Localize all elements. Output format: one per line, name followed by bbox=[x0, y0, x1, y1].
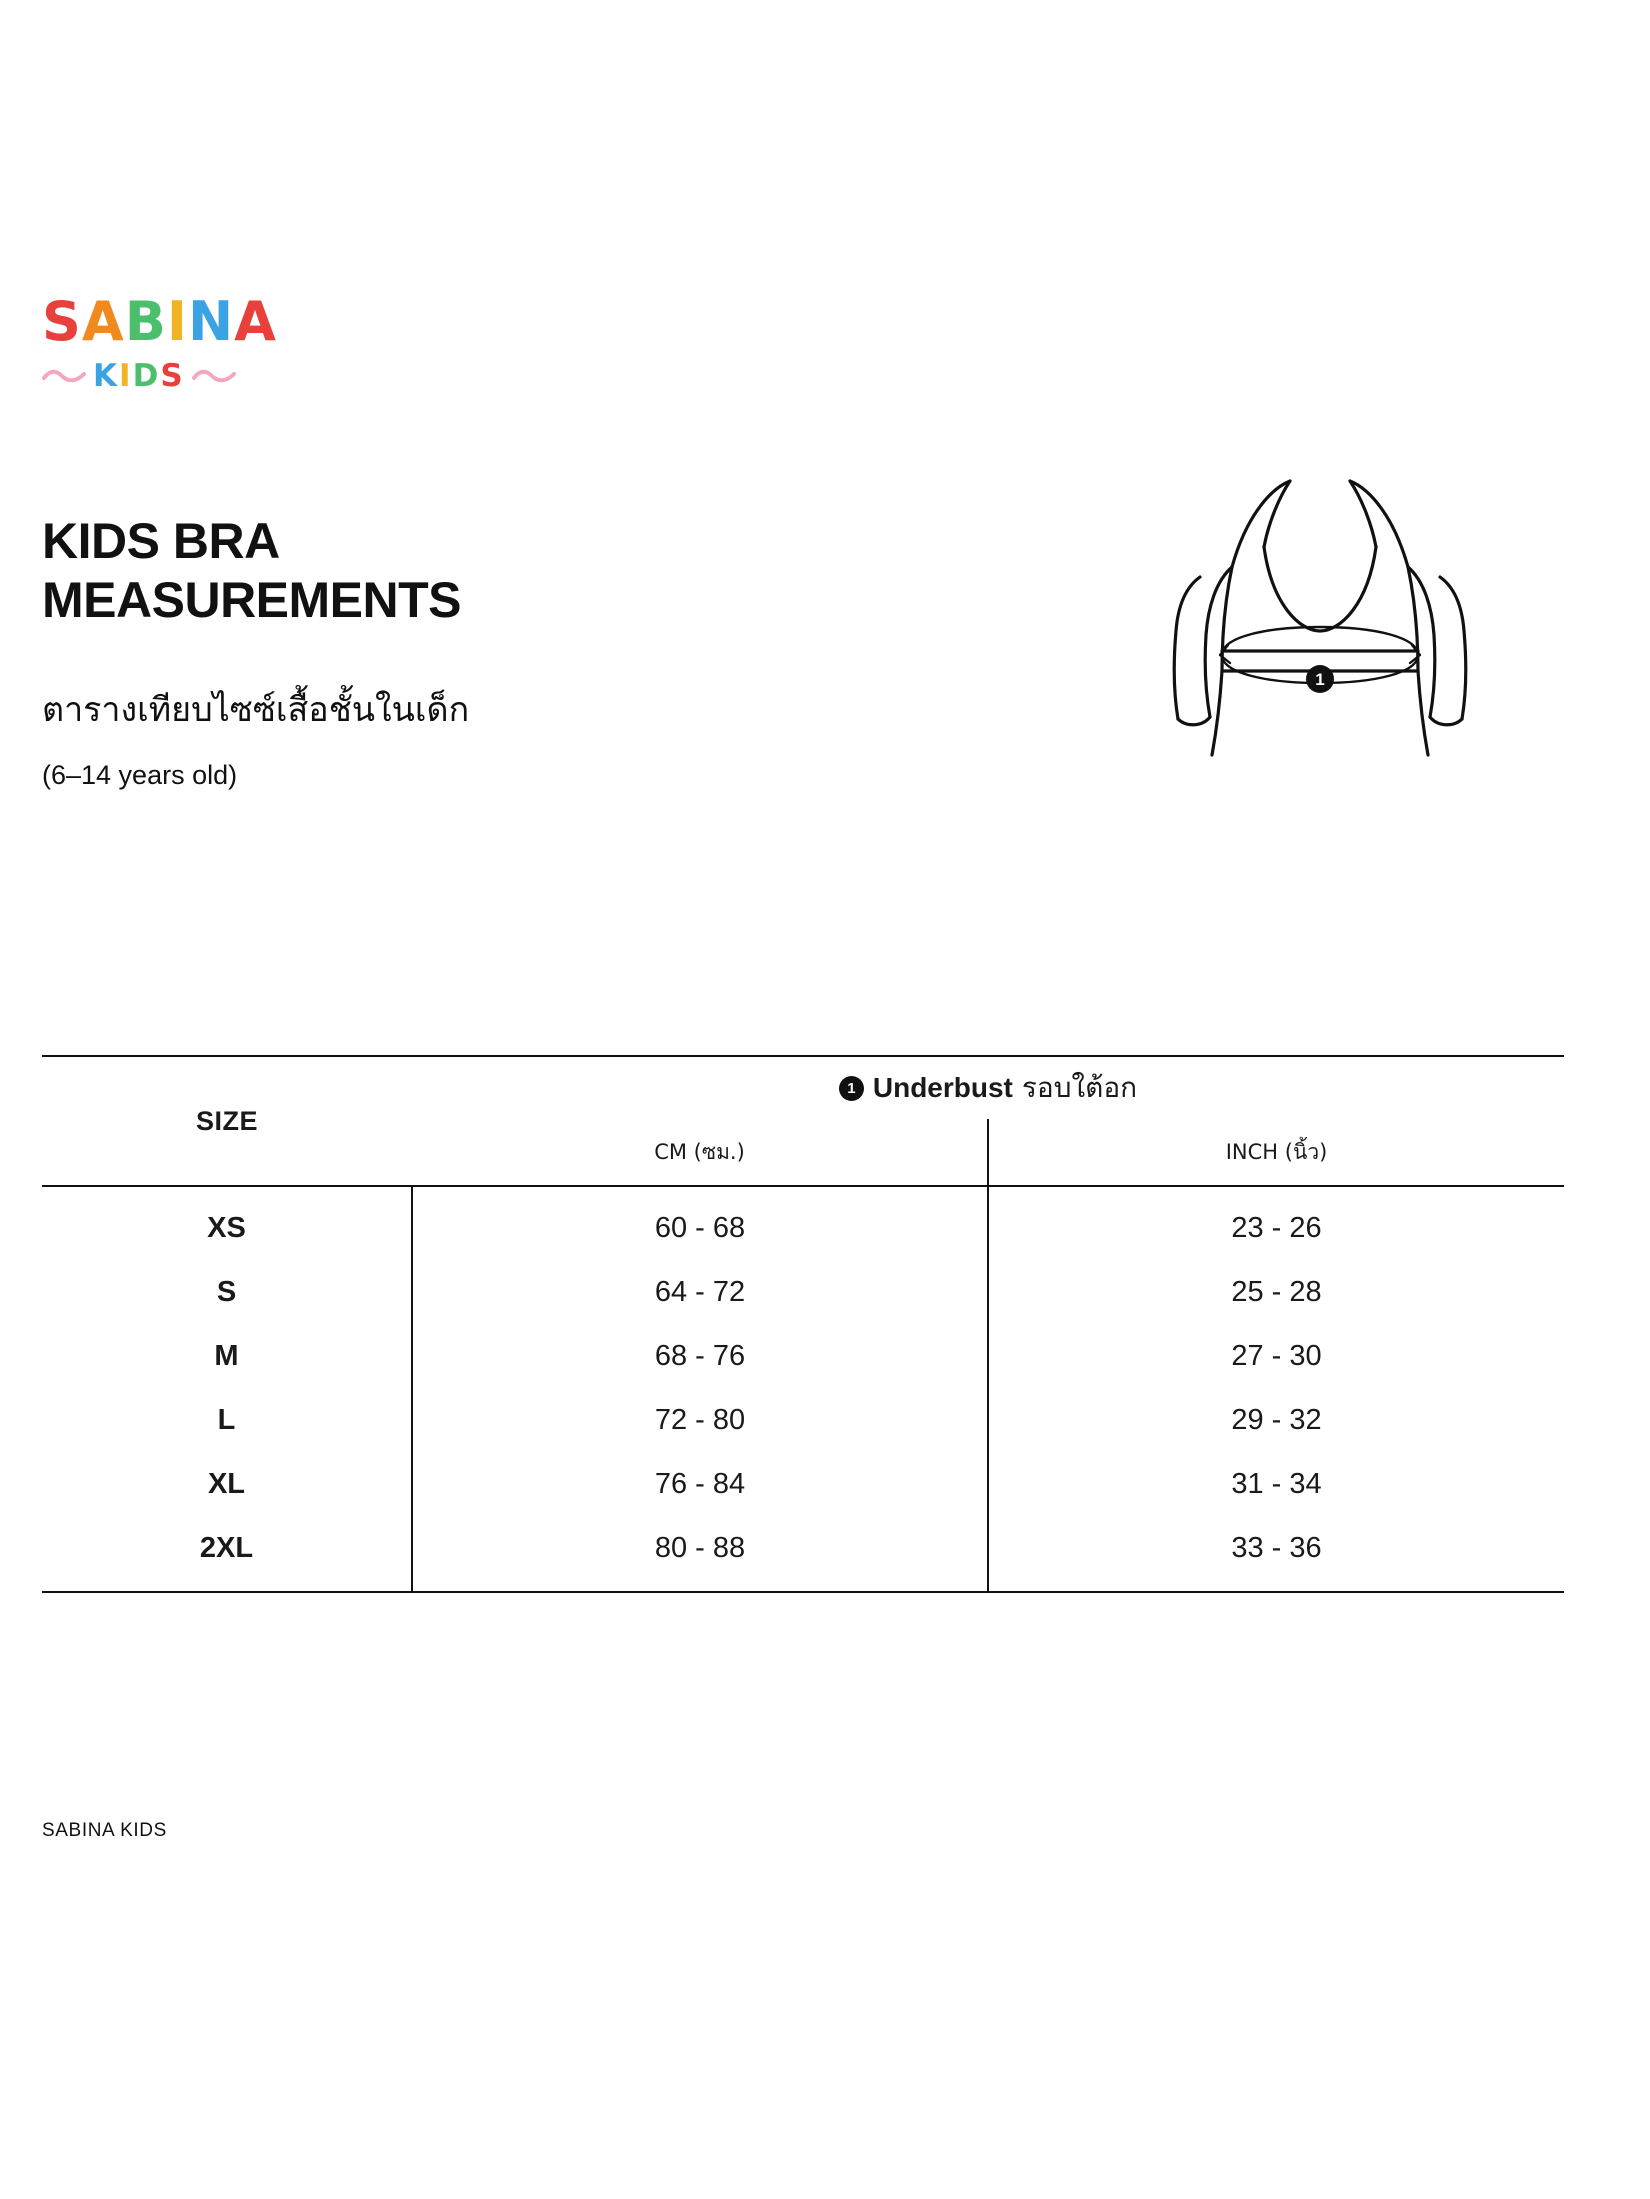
header-underbust bbox=[412, 1056, 1564, 1186]
cell-size: 2XL bbox=[42, 1516, 412, 1591]
page-title bbox=[42, 512, 802, 630]
brand-wordmark: SABINA bbox=[42, 290, 277, 353]
cell-cm: 60 - 68 bbox=[412, 1186, 988, 1260]
brand-kids-word: KIDS bbox=[93, 357, 185, 394]
marker-label: 1 bbox=[1315, 670, 1325, 689]
squiggle-left-icon bbox=[42, 369, 86, 383]
header-underbust-title bbox=[412, 1057, 1564, 1119]
cell-inch: 33 - 36 bbox=[1231, 1531, 1322, 1564]
page-age-range: (6–14 years old) bbox=[42, 760, 238, 790]
cell-size: L bbox=[42, 1388, 412, 1452]
brand-logo bbox=[42, 290, 362, 394]
cell-inch: 27 - 30 bbox=[1231, 1339, 1322, 1372]
brand-kids-row bbox=[42, 357, 362, 394]
table-header-row bbox=[42, 1056, 1564, 1186]
bra-illustration-svg bbox=[1140, 455, 1500, 815]
table-row bbox=[42, 1516, 1564, 1591]
table-row bbox=[42, 1388, 1564, 1452]
cell-cm: 80 - 88 bbox=[412, 1516, 988, 1591]
cell-cm: 72 - 80 bbox=[412, 1388, 988, 1452]
cell-cm: 64 - 72 bbox=[412, 1260, 988, 1324]
cell-inch: 23 - 26 bbox=[1231, 1211, 1322, 1244]
page-title-line2: MEASUREMENTS bbox=[42, 572, 462, 628]
table-row bbox=[42, 1260, 1564, 1324]
page-subtitle-thai: ตารางเทียบไซซ์เสื้อชั้นในเด็ก bbox=[42, 690, 470, 730]
size-table bbox=[42, 1055, 1564, 1591]
cell-size: M bbox=[42, 1324, 412, 1388]
cell-size: XL bbox=[42, 1452, 412, 1516]
header-unit-inch: INCH (นิ้ว) bbox=[987, 1119, 1564, 1185]
header-unit-cm: CM (ซม.) bbox=[654, 1139, 745, 1164]
squiggle-right-icon bbox=[192, 369, 236, 383]
size-table-wrapper bbox=[42, 1055, 1564, 1593]
page-title-line1: KIDS BRA bbox=[42, 513, 280, 569]
cell-cm: 68 - 76 bbox=[412, 1324, 988, 1388]
cell-inch: 25 - 28 bbox=[1231, 1275, 1322, 1308]
footer-label: SABINA KIDS bbox=[42, 1820, 167, 1841]
cell-inch: 31 - 34 bbox=[1231, 1467, 1322, 1500]
size-table-body bbox=[42, 1186, 1564, 1591]
table-row bbox=[42, 1186, 1564, 1260]
table-row bbox=[42, 1324, 1564, 1388]
underbust-marker-icon: 1 bbox=[839, 1076, 864, 1101]
header-underbust-en: Underbust bbox=[872, 1072, 1013, 1103]
bra-underbust-diagram bbox=[1140, 455, 1500, 815]
header-underbust-th: รอบใต้อก bbox=[1021, 1071, 1138, 1104]
cell-size: XS bbox=[42, 1186, 412, 1260]
header-size: SIZE bbox=[42, 1056, 412, 1186]
cell-size: S bbox=[42, 1260, 412, 1324]
cell-cm: 76 - 84 bbox=[412, 1452, 988, 1516]
cell-inch: 29 - 32 bbox=[1231, 1403, 1322, 1436]
table-row bbox=[42, 1452, 1564, 1516]
table-bottom-rule bbox=[42, 1591, 1564, 1593]
